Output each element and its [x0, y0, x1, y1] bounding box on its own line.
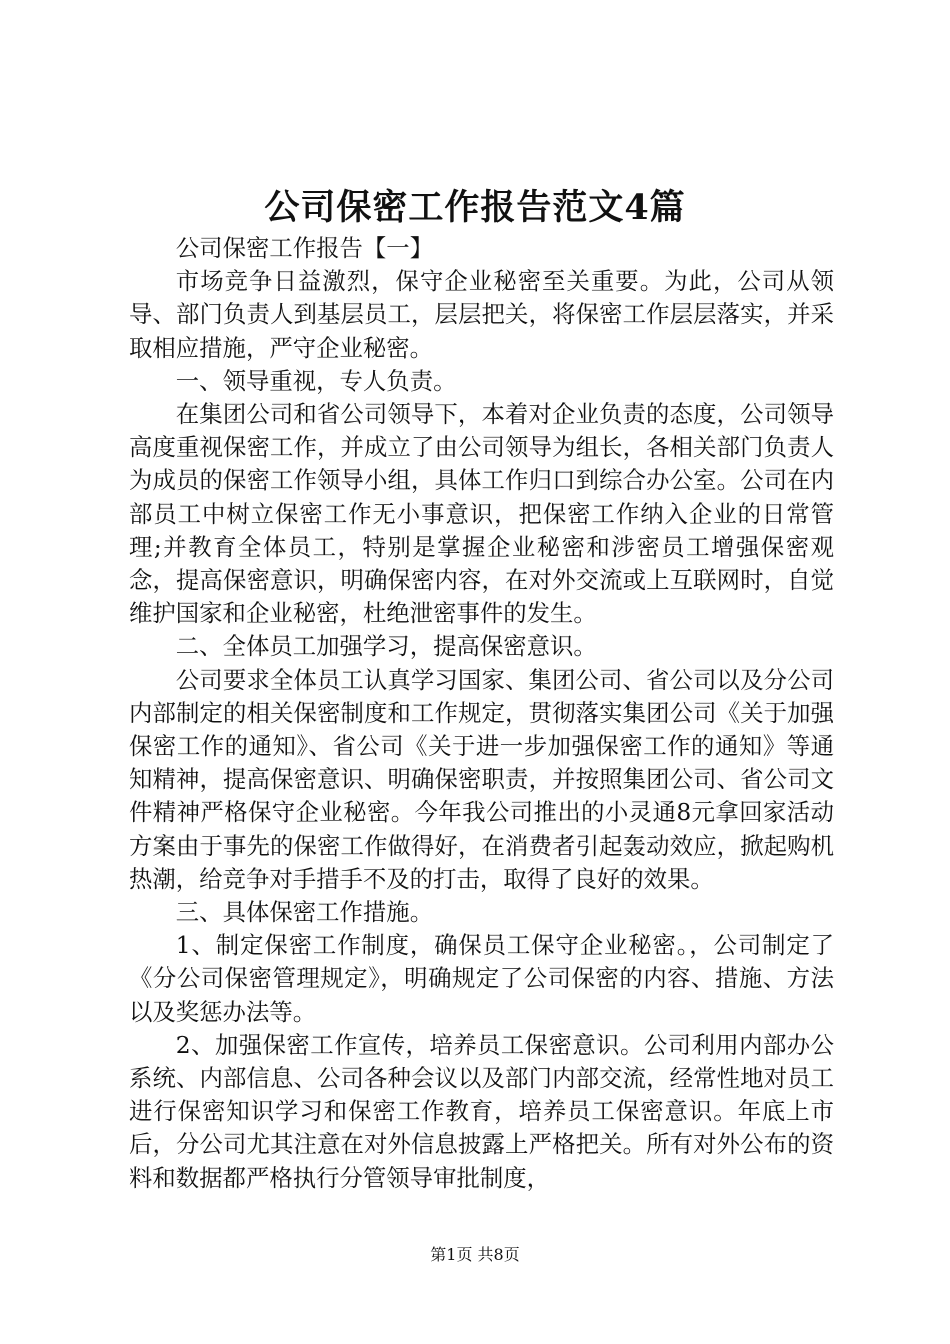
document-body: [129, 232, 834, 1195]
sub-heading: 一、领导重视，专人负责。: [175, 366, 457, 395]
sub-heading: 三、具体保密工作措施。: [175, 898, 434, 927]
page-number-footer: 第1页 共8页: [430, 1245, 520, 1264]
body-paragraph: 2、加强保密工作宣传，培养员工保密意识。公司利用内部办公系统、内部信息、公司各种会议以及部门内部交流，经常性地对员工进行保密知识学习和保密工作教育，培养员工保密意识。年底上市后，分公司尤其注意在对外信息披露上严格把关。所有对外公布的资料和数据都严格执行分管领导审批制度，: [129, 1030, 834, 1192]
body-paragraph: 市场竞争日益激烈，保守企业秘密至关重要。为此，公司从领导、部门负责人到基层员工，层层把关，将保密工作层层落实，并采取相应措施，严守企业秘密。: [129, 267, 834, 362]
body-paragraph: 公司要求全体员工认真学习国家、集团公司、省公司以及分公司内部制定的相关保密制度和工作规定，贯彻落实集团公司《关于加强保密工作的通知》、省公司《关于进一步加强保密工作的通知》等通知精神，提高保密意识、明确保密职责，并按照集团公司、省公司文件精神严格保守企业秘密。今年我公司推出的小灵通8元拿回家活动方案由于事先的保密工作做得好，在消费者引起轰动效应，掀起购机热潮，给竞争对手措手不及的打击，取得了良好的效果。: [129, 665, 834, 893]
section-heading: 公司保密工作报告【一】: [175, 234, 434, 262]
document-title: 公司保密工作报告范文4篇: [264, 187, 686, 228]
sub-heading: 二、全体员工加强学习，提高保密意识。: [175, 632, 597, 661]
body-paragraph: 1、制定保密工作制度，确保员工保守企业秘密。，公司制定了《分公司保密管理规定》，明确规定了公司保密的内容、措施、方法以及奖惩办法等。: [129, 931, 834, 1026]
body-paragraph: 在集团公司和省公司领导下，本着对企业负责的态度，公司领导高度重视保密工作，并成立了由公司领导为组长，各相关部门负责人为成员的保密工作领导小组，具体工作归口到综合办公室。公司在内部员工中树立保密工作无小事意识，把保密工作纳入企业的日常管理;并教育全体员工，特别是掌握企业秘密和涉密员工增强保密观念，提高保密意识，明确保密内容，在对外交流或上互联网时，自觉维护国家和企业秘密，杜绝泄密事件的发生。: [129, 400, 834, 628]
